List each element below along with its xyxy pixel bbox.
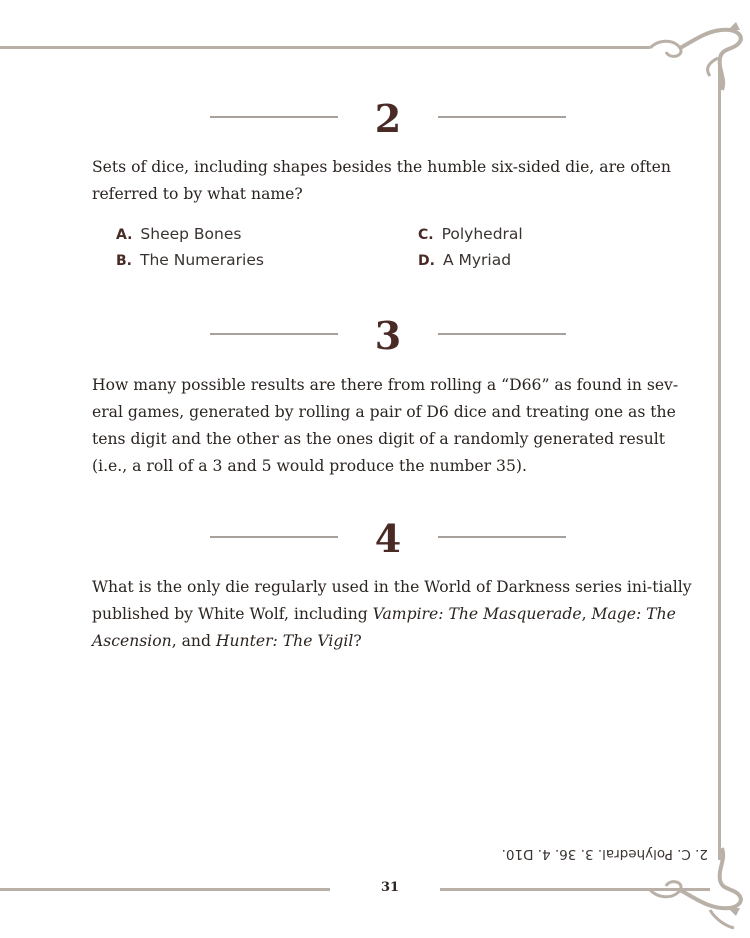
question-text-part: , bbox=[581, 605, 592, 623]
question-text-2: Sets of dice, including shapes besides the humble six-sided die, are often referred to by what name? bbox=[92, 158, 671, 203]
frame-right-border bbox=[718, 60, 721, 860]
question-text-part: ? bbox=[353, 632, 362, 650]
frame-top-border bbox=[0, 46, 650, 49]
page-number: 31 bbox=[380, 880, 400, 895]
question-number: 2 bbox=[374, 96, 402, 141]
question-text-part: , and bbox=[171, 632, 216, 650]
answer-option-d bbox=[418, 251, 511, 269]
answer-letter: D. bbox=[418, 253, 435, 269]
game-title: Mage: The Ascension bbox=[92, 605, 676, 650]
question-header-4 bbox=[210, 516, 566, 561]
answer-text: A Myriad bbox=[442, 251, 512, 269]
dragon-ornament-icon bbox=[640, 18, 750, 98]
answer-letter: B. bbox=[116, 253, 132, 269]
question-number: 4 bbox=[374, 516, 402, 561]
answer-text: The Numeraries bbox=[140, 251, 264, 269]
answer-option-c bbox=[418, 225, 523, 243]
answer-key: 2. C. Polyhedral. 3. 36. 4. D10. bbox=[501, 846, 708, 862]
divider-line-right bbox=[438, 116, 566, 118]
frame-bottom-border-left bbox=[0, 888, 330, 891]
question-text-part: What is the only die regularly used in the World of Darkness series ini-tially published by White Wolf, including bbox=[92, 578, 692, 623]
game-title: Hunter: The Vigil bbox=[215, 632, 354, 650]
answer-text: Sheep Bones bbox=[140, 225, 242, 243]
question-number: 3 bbox=[374, 313, 402, 358]
answer-option-b bbox=[116, 251, 264, 269]
answer-letter: A. bbox=[116, 227, 133, 243]
question-header-2 bbox=[210, 96, 566, 141]
answer-option-a bbox=[116, 225, 241, 243]
divider-line-right bbox=[438, 536, 566, 538]
question-header-3 bbox=[210, 313, 566, 358]
question-text-4 bbox=[92, 574, 692, 655]
answer-text: Polyhedral bbox=[441, 225, 523, 243]
game-title: Vampire: The Masquerade bbox=[372, 605, 582, 623]
divider-line-right bbox=[438, 333, 566, 335]
answer-letter: C. bbox=[418, 227, 434, 243]
question-text-3: How many possible results are there from rolling a “D66” as found in sev-eral games, generated by rolling a pair of D6 dice and treating one as the tens digit and the other as the ones digit of a randomly generated result (i.e., a roll of a 3 and 5 would produce the number 35). bbox=[92, 376, 679, 475]
answer-options bbox=[116, 225, 636, 279]
